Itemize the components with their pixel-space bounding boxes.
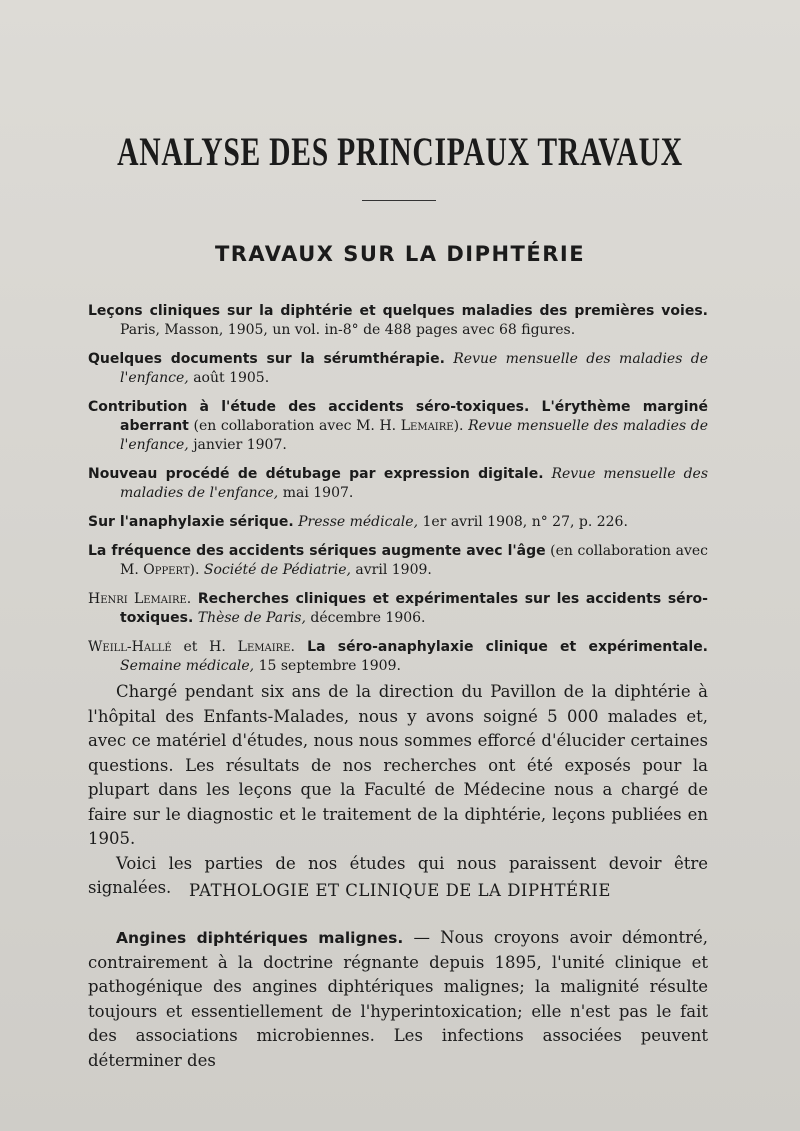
reference-journal: Société de Pédiatrie, — [203, 562, 351, 578]
reference-author: Weill-Hallé — [88, 639, 172, 655]
reference-title: Quelques documents sur la sérumthérapie. — [88, 351, 445, 367]
reference-author-2: Lemaire. — [237, 639, 295, 655]
reference-item — [88, 398, 708, 455]
header-divider — [362, 200, 436, 201]
reference-title: Leçons cliniques sur la diphtérie et quelques maladies des premières voies. — [88, 303, 708, 319]
reference-author: Oppert — [143, 562, 190, 578]
section-title: TRAVAUX SUR LA DIPHTÉRIE — [214, 242, 586, 266]
paragraph-text: — Nous croyons avoir démontré, contrairement à la doctrine régnante depuis 1895, l'unité clinique et pathogénique des angines diphtériques malignes; la malignité résulte toujours et essentiellement de l'hyperintoxication; elle n'est pas le fait des associations microbiennes. Les infections associées peuvent déterminer des — [88, 928, 708, 1070]
reference-journal: Presse médicale, — [293, 514, 419, 530]
reference-journal: Semaine médicale, — [120, 658, 255, 674]
reference-author: Lemaire — [400, 418, 454, 434]
reference-details: mai 1907. — [278, 485, 354, 501]
reference-journal: Thèse de Paris, — [193, 610, 306, 626]
reference-author: Henri Lemaire. — [88, 591, 192, 607]
reference-item — [88, 542, 708, 580]
reference-separator: ). — [189, 562, 204, 578]
reference-details: août 1905. — [188, 370, 270, 386]
intro-paragraph: Voici les parties de nos études qui nous paraissent devoir être signalées. — [88, 853, 708, 897]
page-header-title: ANALYSE DES PRINCIPAUX TRAVAUX — [117, 129, 683, 174]
reference-journal: Revue mensuelle des maladies de l'enfance, — [120, 418, 708, 453]
paragraph-lead: Angines diphtériques malignes. — [116, 929, 404, 947]
reference-title: La séro-anaphylaxie clinique et expérimentale. — [294, 639, 709, 655]
reference-title: Nouveau procédé de détubage par expression digitale. — [88, 466, 544, 482]
reference-journal: Revue mensuelle des maladies de l'enfance, — [120, 466, 709, 501]
reference-title: La fréquence des accidents sériques augmente avec l'âge — [88, 543, 546, 559]
reference-conjunction: et H. — [171, 639, 238, 655]
reference-details: janvier 1907. — [188, 437, 287, 453]
reference-details: avril 1909. — [350, 562, 432, 578]
reference-collab: (en collaboration avec M. — [120, 543, 708, 578]
reference-title: Contribution à l'étude des accidents séro-toxiques. L'érythème marginé aberrant — [88, 399, 708, 434]
intro-text — [88, 680, 708, 901]
reference-separator: ). — [453, 418, 469, 434]
reference-details: 1er avril 1908, n° 27, p. 226. — [418, 514, 628, 530]
reference-title: Sur l'anaphylaxie sérique. — [88, 514, 294, 530]
intro-paragraph: Chargé pendant six ans de la direction du Pavillon de la diphtérie à l'hôpital des Enfants-Malades, nous y avons soigné 5 000 malades et, avec ce matériel d'études, nous nous sommes efforcé d'élucider certaines questions. Les résultats de nos recherches ont été exposés pour la plupart dans les leçons que la Faculté de Médecine nous a chargé de faire sur le diagnostic et le traitement de la diphtérie, leçons publiées en 1905. — [88, 682, 708, 848]
reference-item — [88, 513, 708, 532]
reference-details: 15 septembre 1909. — [254, 658, 401, 674]
body-section — [88, 926, 708, 1073]
reference-details: décembre 1906. — [305, 610, 426, 626]
reference-list — [88, 302, 708, 686]
reference-item — [88, 302, 708, 340]
reference-item — [88, 350, 708, 388]
reference-item — [88, 638, 708, 676]
reference-collab: (en collaboration avec M. H. — [188, 418, 401, 434]
body-paragraph — [88, 926, 708, 1073]
reference-details: Paris, Masson, 1905, un vol. in-8° de 488 pages avec 68 figures. — [120, 322, 576, 338]
reference-journal: Revue mensuelle des maladies de l'enfance, — [120, 351, 708, 386]
reference-title: Recherches cliniques et expérimentales sur les accidents séro-toxiques. — [120, 591, 708, 626]
reference-item — [88, 590, 708, 628]
subsection-title: PATHOLOGIE ET CLINIQUE DE LA DIPHTÉRIE — [189, 881, 611, 900]
reference-item — [88, 465, 708, 503]
